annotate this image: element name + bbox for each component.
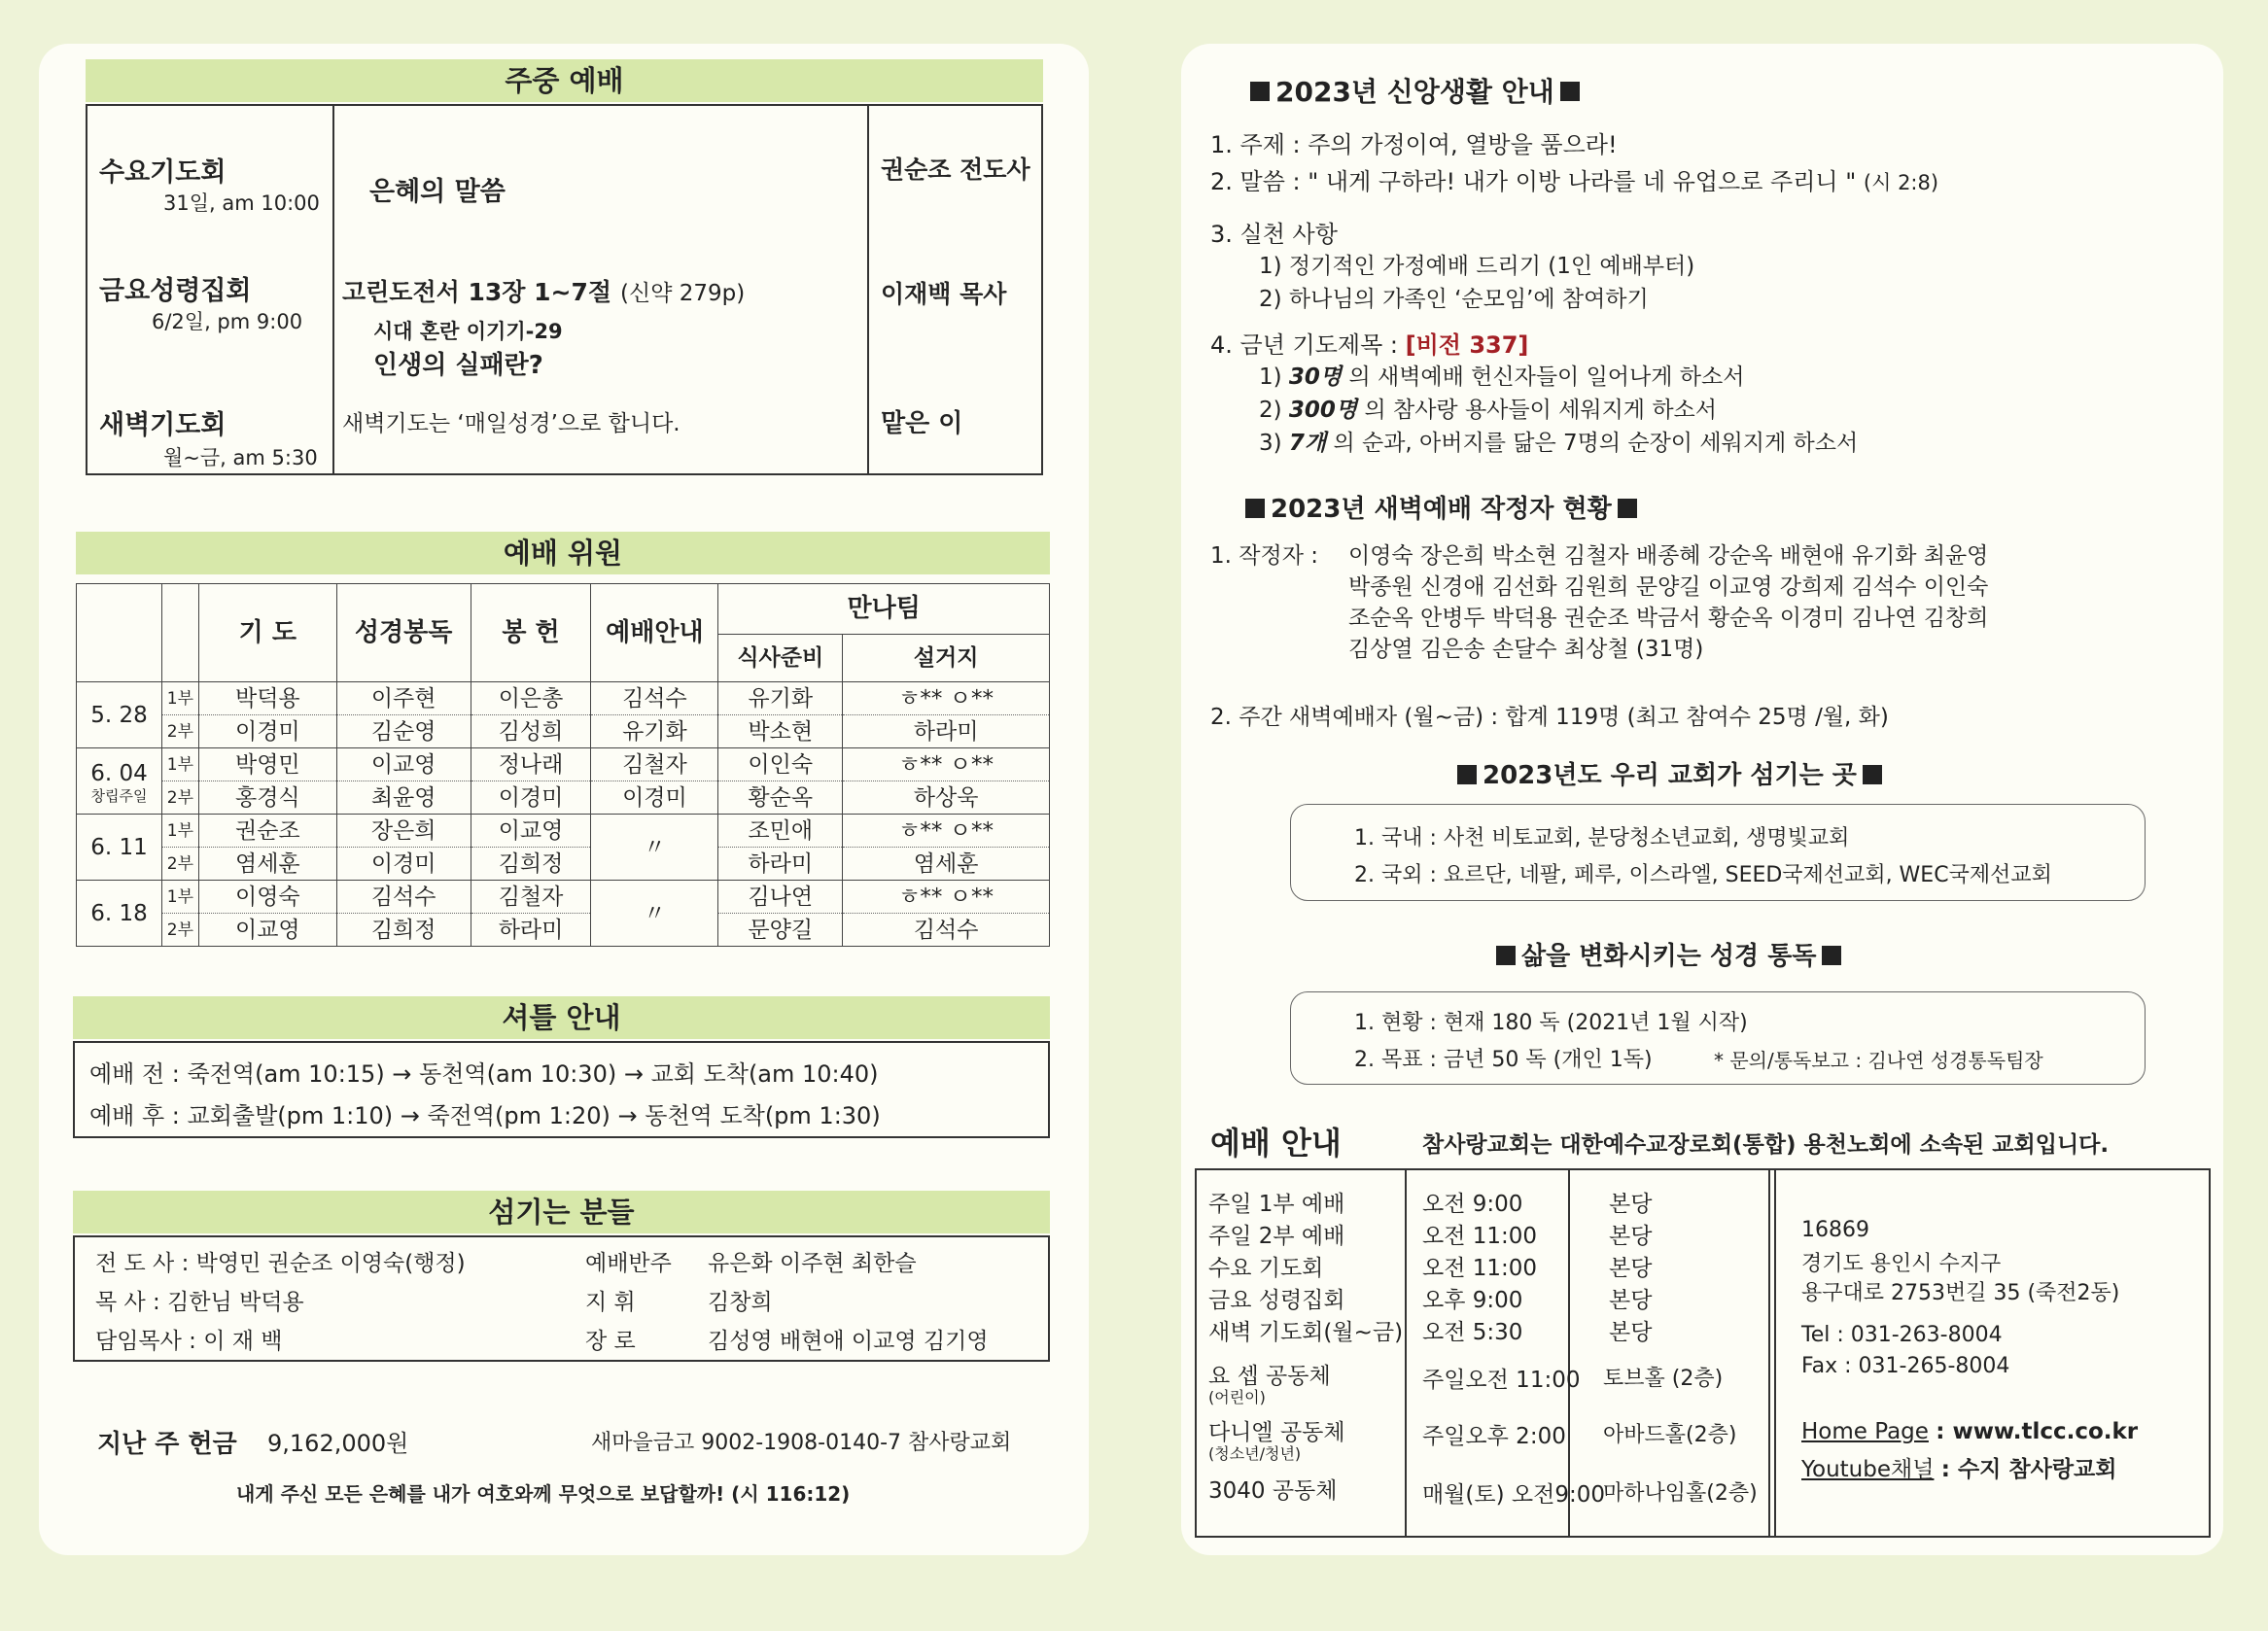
affiliation: 참사랑교회는 대한예수교장로회(통합) 용천노회에 소속된 교회입니다. bbox=[1422, 1132, 2110, 1158]
dawn-weekly: 2. 주간 새벽예배자 (월~금) : 합계 119명 (최고 참여수 25명 /월, 화) bbox=[1210, 705, 1889, 730]
address-2: 용구대로 2753번길 35 (죽전2동) bbox=[1801, 1281, 2120, 1305]
service-time: 오후 9:00 bbox=[1422, 1288, 1523, 1313]
postal-code: 16869 bbox=[1801, 1218, 1869, 1242]
duty-reading: 장은희 bbox=[336, 815, 471, 848]
service-place: 본당 bbox=[1609, 1256, 1653, 1281]
wed-time: 31일, am 10:00 bbox=[163, 191, 320, 215]
duty-offering: 정나래 bbox=[471, 748, 591, 781]
duty-date: 6. 11 bbox=[77, 815, 162, 881]
duty-dish: 김석수 bbox=[843, 914, 1050, 947]
weekday-worship-title: 주중 예배 bbox=[86, 59, 1043, 102]
servants-pastor: 목 사 : 김한님 박덕용 bbox=[95, 1290, 304, 1315]
duty-offering: 김희정 bbox=[471, 848, 591, 881]
phone: Tel : 031-263-8004 bbox=[1801, 1323, 2003, 1347]
duty-reading: 김순영 bbox=[336, 715, 471, 748]
duty-guide: 〃 bbox=[591, 815, 718, 881]
duty-meal: 황순옥 bbox=[718, 781, 843, 815]
service-place: 본당 bbox=[1609, 1224, 1653, 1249]
duty-date bbox=[77, 748, 162, 815]
duty-dish: ㅎ** ㅇ** bbox=[843, 881, 1050, 914]
prayer-3: 3) 7개 의 순과, 아버지를 닮은 7명의 순장이 세워지게 하소서 bbox=[1259, 431, 1859, 456]
duty-guide: 〃 bbox=[591, 881, 718, 947]
duty-dish: ㅎ** ㅇ** bbox=[843, 682, 1050, 715]
duty-row bbox=[77, 682, 1050, 715]
duty-meal: 박소현 bbox=[718, 715, 843, 748]
duty-prayer: 박영민 bbox=[198, 748, 336, 781]
bible-contact: * 문의/통독보고 : 김나연 성경통독팀장 bbox=[1714, 1049, 2043, 1072]
faith-theme: 1. 주제 : 주의 가정이여, 열방을 품으라! bbox=[1210, 131, 1618, 158]
duty-prayer: 이경미 bbox=[198, 715, 336, 748]
duty-offering: 이교영 bbox=[471, 815, 591, 848]
duty-dish: 하상욱 bbox=[843, 781, 1050, 815]
group-sub: (어린이) bbox=[1208, 1388, 1266, 1406]
duty-meal: 하라미 bbox=[718, 848, 843, 881]
duty-meal: 이인숙 bbox=[718, 748, 843, 781]
fax: Fax : 031-265-8004 bbox=[1801, 1354, 2010, 1378]
duty-row bbox=[77, 748, 1050, 781]
service-time: 오전 11:00 bbox=[1422, 1256, 1538, 1281]
left-panel bbox=[39, 44, 1089, 1555]
duty-prayer: 염세훈 bbox=[198, 848, 336, 881]
mission-domestic: 1. 국내 : 사천 비토교회, 분당청소년교회, 생명빛교회 bbox=[1354, 826, 1850, 850]
wed-speaker: 권순조 전도사 bbox=[881, 156, 1030, 184]
conductor-name: 김창희 bbox=[708, 1290, 773, 1315]
fri-time: 6/2일, pm 9:00 bbox=[152, 310, 303, 333]
service-time: 오전 9:00 bbox=[1422, 1192, 1523, 1217]
fri-scripture: 고린도전서 13장 1~7절 bbox=[342, 278, 611, 306]
duty-offering: 하라미 bbox=[471, 914, 591, 947]
duty-offering: 김성희 bbox=[471, 715, 591, 748]
duty-reading: 김희정 bbox=[336, 914, 471, 947]
dawn-pledge-title: 2023년 새벽예배 작정자 현황 bbox=[1239, 489, 1643, 525]
group-name: 3040 공동체 bbox=[1208, 1478, 1338, 1504]
right-panel bbox=[1181, 44, 2223, 1555]
dawn-pledge-line4: 김상열 김은송 손달수 최상철 (31명) bbox=[1348, 637, 1704, 662]
group-sub: (청소년/청년) bbox=[1208, 1444, 1302, 1463]
prayer-topics: 4. 금년 기도제목 : [비전 337] bbox=[1210, 331, 1529, 359]
duty-guide: 김석수 bbox=[591, 682, 718, 715]
header-manna: 만나팀 bbox=[718, 584, 1050, 635]
prayer-2: 2) 300명 의 참사랑 용사들이 세워지게 하소서 bbox=[1259, 398, 1717, 423]
servants-senior: 담임목사 : 이 재 백 bbox=[95, 1329, 283, 1354]
service-name: 주일 1부 예배 bbox=[1208, 1192, 1345, 1217]
duty-meal: 조민애 bbox=[718, 815, 843, 848]
service-guide-title: 예배 안내 bbox=[1210, 1125, 1342, 1162]
group-name: 다니엘 공동체 bbox=[1208, 1420, 1345, 1445]
dawn-pledge-label: 1. 작정자 : bbox=[1210, 543, 1318, 569]
homepage-link[interactable]: Home Page bbox=[1801, 1419, 1929, 1444]
duty-offering: 이경미 bbox=[471, 781, 591, 815]
servants-evangelist: 전 도 사 : 박영민 권순조 이영숙(행정) bbox=[95, 1251, 466, 1276]
duty-part: 1부 bbox=[161, 682, 198, 715]
fri-series: 시대 혼란 이기기-29 bbox=[373, 320, 563, 343]
group-time: 주일오전 11:00 bbox=[1422, 1368, 1581, 1393]
duty-row bbox=[77, 914, 1050, 947]
service-name: 주일 2부 예배 bbox=[1208, 1224, 1345, 1249]
service-name: 새벽 기도회(월~금) bbox=[1208, 1320, 1404, 1345]
duty-part: 1부 bbox=[161, 815, 198, 848]
bible-title: 삶을 변화시키는 성경 통독 bbox=[1490, 936, 1847, 972]
service-place: 본당 bbox=[1609, 1320, 1653, 1345]
youtube-link[interactable]: Youtube채널 bbox=[1801, 1457, 1935, 1482]
duty-dish: 염세훈 bbox=[843, 848, 1050, 881]
elder-names: 김성영 배현애 이교영 김기영 bbox=[708, 1329, 989, 1354]
duty-meal: 유기화 bbox=[718, 682, 843, 715]
header-meal: 식사준비 bbox=[718, 634, 843, 682]
dawn-note: 새벽기도는 ‘매일성경’으로 합니다. bbox=[342, 411, 680, 436]
accomp-label: 예배반주 bbox=[585, 1251, 672, 1276]
offering-label: 지난 주 헌금 bbox=[97, 1430, 237, 1459]
duty-prayer: 이교영 bbox=[198, 914, 336, 947]
group-place: 토브홀 (2층) bbox=[1603, 1367, 1724, 1391]
duty-part: 2부 bbox=[161, 715, 198, 748]
duty-part: 2부 bbox=[161, 914, 198, 947]
duty-prayer: 권순조 bbox=[198, 815, 336, 848]
group-place: 마하나임홀(2층) bbox=[1603, 1481, 1758, 1506]
bible-status: 1. 현황 : 현재 180 독 (2021년 1월 시작) bbox=[1354, 1011, 1748, 1035]
duty-row bbox=[77, 781, 1050, 815]
duty-row bbox=[77, 715, 1050, 748]
bottom-verse: 내게 주신 모든 은혜를 내가 여호와께 무엇으로 보답할까! (시 116:12) bbox=[236, 1482, 851, 1506]
faith-practice: 3. 실천 사항 bbox=[1210, 221, 1338, 248]
duty-reading: 이교영 bbox=[336, 748, 471, 781]
duty-date-text: 6. 04 bbox=[90, 760, 148, 786]
mission-overseas: 2. 국외 : 요르단, 네팔, 페루, 이스라엘, SEED국제선교회, WEC국제선교회 bbox=[1354, 863, 2052, 887]
offering-amount: 9,162,000원 bbox=[267, 1430, 409, 1457]
duty-row bbox=[77, 815, 1050, 848]
homepage: Home Page : www.tlcc.co.kr bbox=[1801, 1419, 2139, 1444]
duty-prayer: 박덕용 bbox=[198, 682, 336, 715]
fri-title: 인생의 실패란? bbox=[373, 351, 543, 380]
header-offering: 봉 헌 bbox=[471, 584, 591, 682]
duty-prayer: 홍경식 bbox=[198, 781, 336, 815]
address-1: 경기도 용인시 수지구 bbox=[1801, 1252, 2002, 1276]
shuttle-title: 셔틀 안내 bbox=[73, 996, 1050, 1039]
duty-reading: 이경미 bbox=[336, 848, 471, 881]
duty-reading: 김석수 bbox=[336, 881, 471, 914]
group-name: 요 셉 공동체 bbox=[1208, 1364, 1331, 1389]
fri-speaker: 이재백 목사 bbox=[881, 280, 1007, 308]
duty-part: 1부 bbox=[161, 748, 198, 781]
duty-table bbox=[76, 583, 1050, 947]
duty-reading: 이주현 bbox=[336, 682, 471, 715]
header-prayer: 기 도 bbox=[198, 584, 336, 682]
practice-2: 2) 하나님의 가족인 ‘순모임’에 참여하기 bbox=[1259, 287, 1649, 312]
service-time: 오전 11:00 bbox=[1422, 1224, 1538, 1249]
duty-dish: ㅎ** ㅇ** bbox=[843, 815, 1050, 848]
duty-guide: 이경미 bbox=[591, 781, 718, 815]
duty-part: 1부 bbox=[161, 881, 198, 914]
duty-meal: 김나연 bbox=[718, 881, 843, 914]
offering-account: 새마을금고 9002-1908-0140-7 참사랑교회 bbox=[591, 1431, 1012, 1455]
dawn-pledge-line1: 이영숙 장은희 박소현 김철자 배종혜 강순옥 배현애 유기화 최윤영 bbox=[1348, 543, 1989, 569]
duty-date-sub: 창립주일 bbox=[90, 786, 148, 805]
duty-offering: 이은총 bbox=[471, 682, 591, 715]
duty-guide: 김철자 bbox=[591, 748, 718, 781]
wed-label: 수요기도회 bbox=[99, 157, 227, 188]
service-name: 수요 기도회 bbox=[1208, 1256, 1324, 1281]
duty-date: 6. 18 bbox=[77, 881, 162, 947]
service-place: 본당 bbox=[1609, 1192, 1653, 1217]
practice-1: 1) 정기적인 가정예배 드리기 (1인 예배부터) bbox=[1259, 254, 1695, 279]
fri-label: 금요성령집회 bbox=[99, 276, 252, 306]
dawn-speaker: 맡은 이 bbox=[881, 409, 963, 438]
duty-row bbox=[77, 848, 1050, 881]
servants-title: 섬기는 분들 bbox=[73, 1191, 1050, 1233]
group-time: 매월(토) 오전9:00 bbox=[1422, 1482, 1605, 1508]
header-reading: 성경봉독 bbox=[336, 584, 471, 682]
duty-dish: 하라미 bbox=[843, 715, 1050, 748]
duty-title: 예배 위원 bbox=[76, 532, 1050, 574]
faith-word: 2. 말씀 : " 내게 구하라! 내가 이방 나라를 네 유업으로 주리니 " (시 2:8) bbox=[1210, 168, 1939, 195]
elder-label: 장 로 bbox=[585, 1329, 636, 1354]
dawn-pledge-line2: 박종원 신경애 김선화 김원희 문양길 이교영 강희제 김석수 이인숙 bbox=[1348, 574, 1989, 600]
duty-offering: 김철자 bbox=[471, 881, 591, 914]
service-time: 오전 5:30 bbox=[1422, 1320, 1523, 1345]
duty-date: 5. 28 bbox=[77, 682, 162, 748]
dawn-label: 새벽기도회 bbox=[99, 410, 227, 440]
shuttle-after: 예배 후 : 교회출발(pm 1:10) → 죽전역(pm 1:20) → 동천역 도착(pm 1:30) bbox=[89, 1102, 881, 1129]
duty-guide: 유기화 bbox=[591, 715, 718, 748]
header-guide: 예배안내 bbox=[591, 584, 718, 682]
duty-part: 2부 bbox=[161, 781, 198, 815]
duty-reading: 최윤영 bbox=[336, 781, 471, 815]
faith-title: 2023년 신앙생활 안내 bbox=[1244, 71, 1586, 110]
group-time: 주일오후 2:00 bbox=[1422, 1424, 1566, 1449]
fri-scripture-page: (신약 279p) bbox=[620, 281, 746, 306]
service-place: 본당 bbox=[1609, 1288, 1653, 1313]
duty-prayer: 이영숙 bbox=[198, 881, 336, 914]
duty-part: 2부 bbox=[161, 848, 198, 881]
duty-meal: 문양길 bbox=[718, 914, 843, 947]
group-place: 아바드홀(2층) bbox=[1603, 1423, 1737, 1447]
wed-sermon: 은혜의 말씀 bbox=[369, 177, 506, 207]
dawn-pledge-line3: 조순옥 안병두 박덕용 권순조 박금서 황순옥 이경미 김나연 김창희 bbox=[1348, 606, 1989, 631]
shuttle-before: 예배 전 : 죽전역(am 10:15) → 동천역(am 10:30) → 교회 도착(am 10:40) bbox=[89, 1060, 879, 1088]
bible-goal: 2. 목표 : 금년 50 독 (개인 1독) bbox=[1354, 1048, 1653, 1072]
service-name: 금요 성령집회 bbox=[1208, 1288, 1345, 1313]
duty-dish: ㅎ** ㅇ** bbox=[843, 748, 1050, 781]
youtube: Youtube채널 : 수지 참사랑교회 bbox=[1801, 1457, 2117, 1482]
prayer-1: 1) 30명 의 새벽예배 헌신자들이 일어나게 하소서 bbox=[1259, 364, 1745, 390]
dawn-time: 월~금, am 5:30 bbox=[163, 446, 318, 469]
mission-title: 2023년도 우리 교회가 섬기는 곳 bbox=[1451, 755, 1888, 791]
header-dish: 설거지 bbox=[843, 634, 1050, 682]
duty-row bbox=[77, 881, 1050, 914]
accomp-names: 유은화 이주현 최한슬 bbox=[708, 1251, 917, 1276]
conductor-label: 지 휘 bbox=[585, 1290, 636, 1315]
